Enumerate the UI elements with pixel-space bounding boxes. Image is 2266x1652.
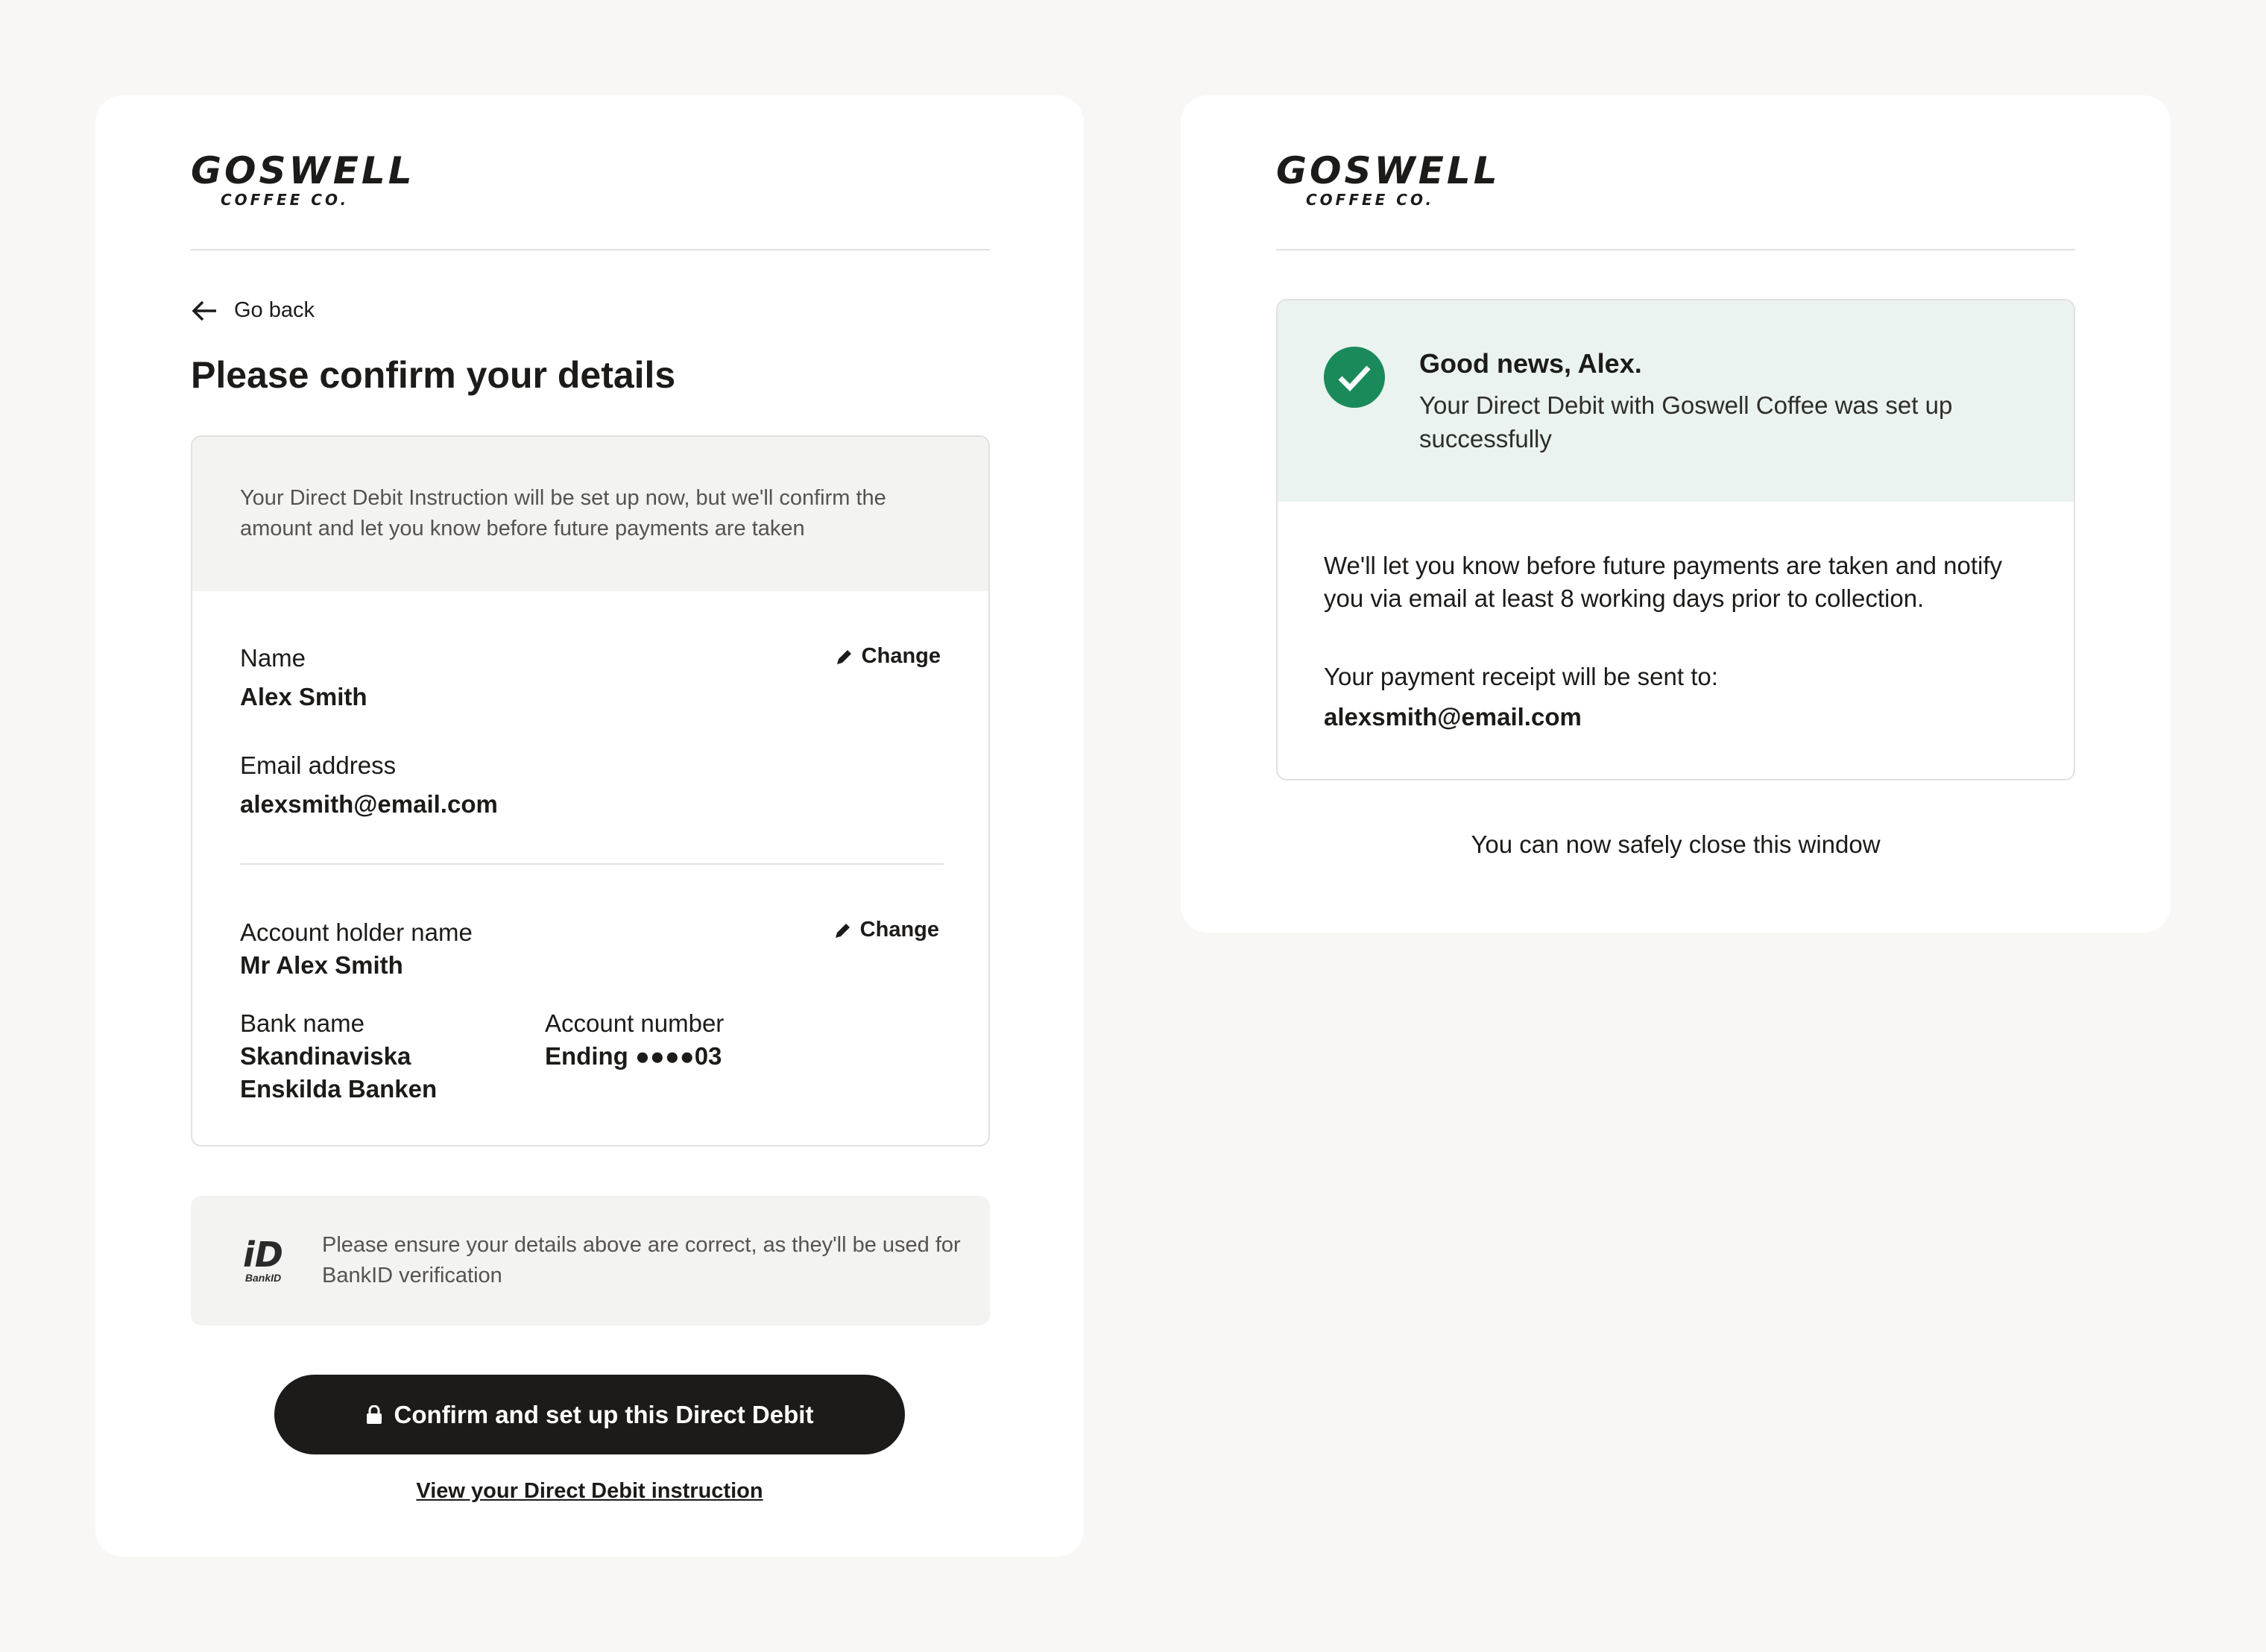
pencil-icon	[833, 921, 853, 940]
view-instruction-link-wrap	[95, 1479, 1084, 1504]
name-label: Name	[240, 644, 306, 672]
bankid-logo-text: BankID	[244, 1272, 282, 1284]
change-label: Change	[861, 644, 941, 668]
goswell-logo	[191, 149, 415, 209]
change-label: Change	[859, 918, 939, 942]
arrow-left-icon	[191, 300, 218, 322]
confirm-button[interactable]	[274, 1375, 905, 1454]
confirm-details-card	[95, 95, 1084, 1557]
header-divider	[191, 249, 990, 250]
success-banner	[1278, 300, 2074, 502]
holder-label: Account holder name	[240, 918, 473, 946]
lock-icon	[366, 1405, 382, 1425]
logo-sub: COFFEE CO.	[221, 191, 350, 209]
section-divider	[240, 863, 944, 865]
header-divider	[1276, 249, 2075, 250]
check-circle-icon	[1324, 347, 1385, 408]
bank-value-1: Skandinaviska	[240, 1042, 411, 1070]
success-panel	[1276, 299, 2075, 781]
page-title: Please confirm your details	[191, 354, 676, 396]
logo-sub: COFFEE CO.	[1306, 191, 1435, 209]
name-value: Alex Smith	[240, 683, 367, 710]
close-window-text: You can now safely close this window	[1471, 830, 1881, 858]
direct-debit-notice: Your Direct Debit Instruction will be set up now, but we'll confirm the amount and let you know before future payments are taken	[192, 437, 988, 591]
go-back-link[interactable]	[191, 298, 315, 323]
account-label: Account number	[545, 1009, 725, 1037]
confirm-button-label: Confirm and set up this Direct Debit	[394, 1400, 814, 1428]
pencil-icon	[835, 647, 854, 666]
account-value: Ending ●●●●03	[545, 1042, 722, 1070]
bank-value-2: Enskilda Banken	[240, 1075, 438, 1103]
bankid-notice	[191, 1196, 990, 1325]
email-label: Email address	[240, 751, 397, 779]
email-value: alexsmith@email.com	[240, 790, 498, 818]
receipt-label: Your payment receipt will be sent to:	[1324, 663, 1718, 690]
success-message: Your Direct Debit with Goswell Coffee was set up successfully	[1419, 391, 1953, 453]
logo-main: GOSWELL	[191, 149, 415, 192]
success-title: Good news, Alex.	[1419, 348, 1642, 379]
details-panel	[191, 435, 990, 1147]
bank-label: Bank name	[240, 1009, 364, 1037]
go-back-label: Go back	[234, 298, 315, 322]
logo-main: GOSWELL	[1276, 149, 1500, 192]
success-card	[1181, 95, 2171, 933]
goswell-logo	[1276, 149, 1500, 209]
view-instruction-link[interactable]: View your Direct Debit instruction	[416, 1479, 763, 1503]
change-personal-button[interactable]	[835, 644, 941, 669]
receipt-email: alexsmith@email.com	[1324, 703, 1582, 731]
bankid-text: Please ensure your details above are correct, as they'll be used for BankID verification	[322, 1233, 961, 1287]
holder-value: Mr Alex Smith	[240, 951, 403, 979]
notify-text: We'll let you know before future payments are taken and notify you via email at least 8 working days prior to collection.	[1324, 552, 2003, 612]
change-bank-button[interactable]	[833, 918, 939, 942]
bankid-icon: iD BankID	[239, 1238, 288, 1284]
